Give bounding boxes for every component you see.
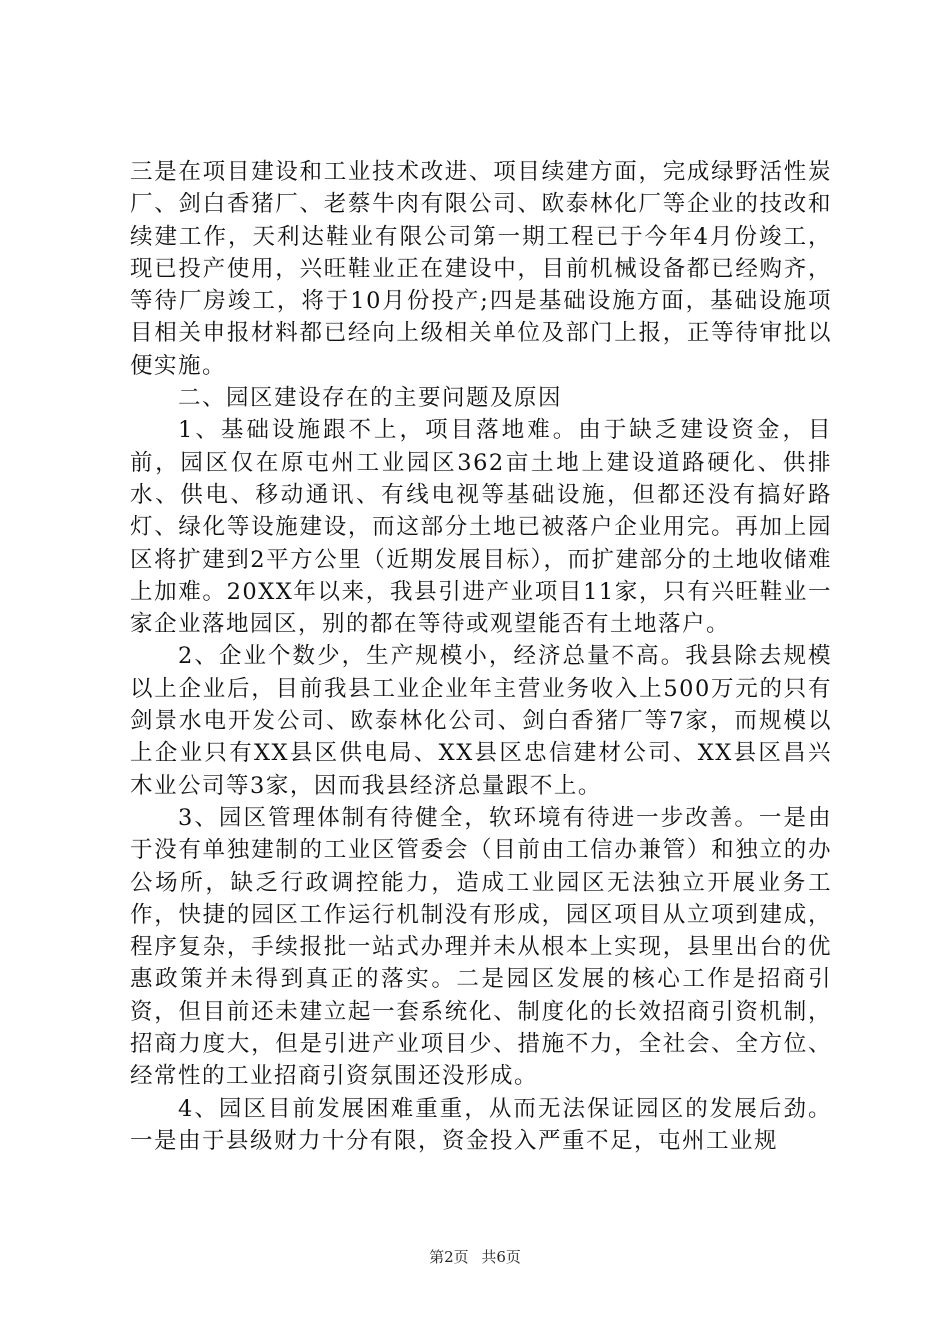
paragraph-2: 1、基础设施跟不上，项目落地难。由于缺乏建设资金，目前，园区仅在原屯州工业园区362亩土地上建设道路硬化、供排水、供电、移动通讯、有线电视等基础设施，但都还没有搞好路灯、绿化等设施建设，而这部分土地已被落户企业用完。再加上园区将扩建到2平方公里（近期发展目标），而扩建部分的土地收储难上加难。20XX年以来，我县引进产业项目11家，只有兴旺鞋业一家企业落地园区，别的都在等待或观望能否有土地落户。 — [130, 417, 832, 638]
section-heading: 二、园区建设存在的主要问题及原因 — [178, 385, 563, 412]
page-number: 第2页 — [429, 1248, 469, 1266]
document-body — [130, 156, 832, 1157]
paragraph-5: 4、园区目前发展困难重重，从而无法保证园区的发展后劲。一是由于县级财力十分有限，资金投入严重不足，屯州工业规 — [130, 1095, 832, 1154]
paragraph-3: 2、企业个数少，生产规模小，经济总量不高。我县除去规模以上企业后，目前我县工业企业年主营业务收入上500万元的只有剑景水电开发公司、欧泰林化公司、剑白香猪厂等7家，而规模以上企业只有XX县区供电局、XX县区忠信建材公司、XX县区昌兴木业公司等3家，因而我县经济总量跟不上。 — [130, 643, 832, 799]
paragraph-1: 三是在项目建设和工业技术改进、项目续建方面，完成绿野活性炭厂、剑白香猪厂、老蔡牛肉有限公司、欧泰林化厂等企业的技改和续建工作，天利达鞋业有限公司第一期工程已于今年4月份竣工，现已投产使用，兴旺鞋业正在建设中，目前机械设备都已经购齐，等待厂房竣工，将于10月份投产;四是基础设施方面，基础设施项目相关申报材料都已经向上级相关单位及部门上报，正等待审批以便实施。 — [130, 159, 832, 379]
page-total: 共6页 — [481, 1248, 521, 1266]
paragraph-4: 3、园区管理体制有待健全，软环境有待进一步改善。一是由于没有单独建制的工业区管委会（目前由工信办兼管）和独立的办公场所，缺乏行政调控能力，造成工业园区无法独立开展业务工作，快捷的园区工作运行机制没有形成，园区项目从立项到建成，程序复杂，手续报批一站式办理并未从根本上实现，县里出台的优惠政策并未得到真正的落实。二是园区发展的核心工作是招商引资，但目前还未建立起一套系统化、制度化的长效招商引资机制，招商力度大，但是引进产业项目少、措施不力，全社会、全方位、经常性的工业招商引资氛围还没形成。 — [130, 804, 832, 1090]
page-footer — [0, 1247, 950, 1267]
